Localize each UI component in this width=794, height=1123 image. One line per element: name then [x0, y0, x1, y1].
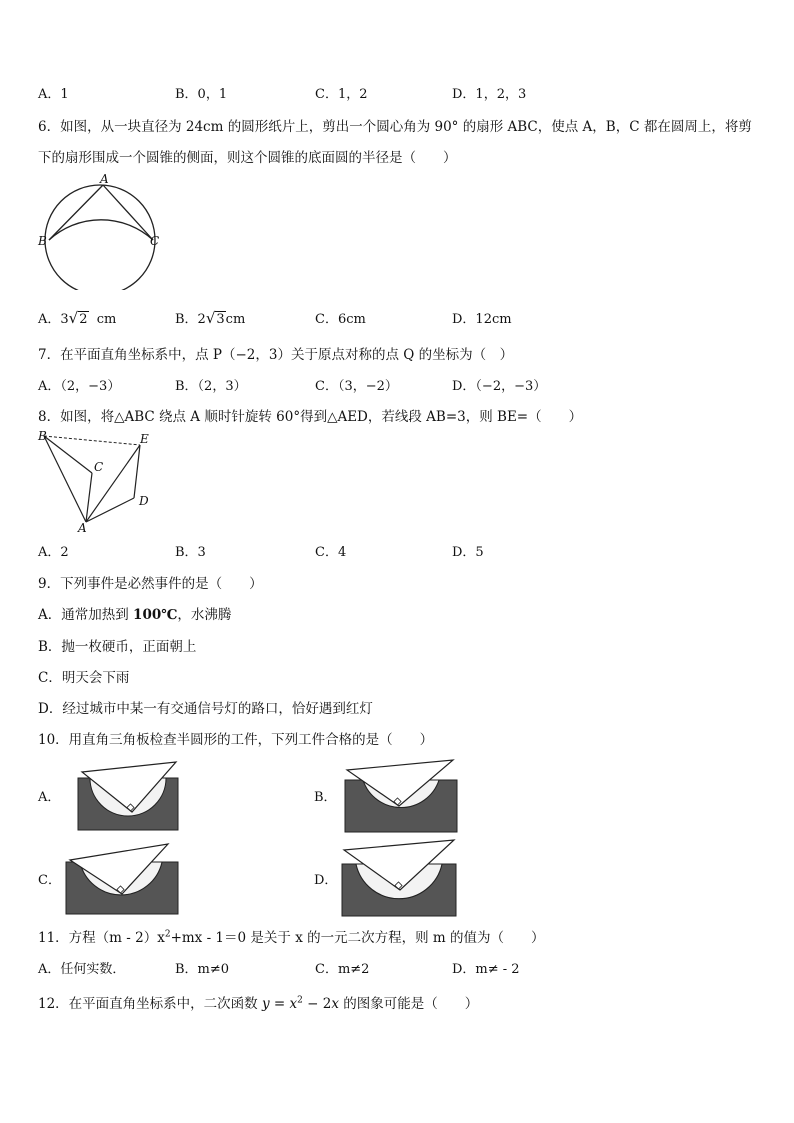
q5-option-a: A．1: [38, 87, 69, 102]
q6-label-c: C: [150, 234, 160, 248]
q6-option-a: A．3√2 cm: [38, 309, 117, 327]
q9-option-c: C．明天会下雨: [38, 670, 130, 686]
q9-option-d: D．经过城市中某一有交通信号灯的路口，恰好遇到红灯: [38, 701, 373, 717]
q10-workpiece-b: [343, 756, 459, 834]
q6-label-b: B: [38, 234, 47, 248]
q9-option-a: A．通常加热到 100℃，水沸腾: [38, 607, 232, 623]
q10-label-d: D．: [314, 873, 338, 888]
sqrt-symbol: √3: [205, 309, 225, 327]
q7-option-a: A．（2，−3）: [38, 379, 121, 394]
q8-option-c: C．4: [315, 545, 347, 560]
q8-stem: 8．如图，将△ABC 绕点 A 顺时针旋转 60°得到△AED，若线段 AB=3，则 BE=（ ）: [38, 409, 583, 425]
q8-option-d: D．5: [452, 545, 484, 560]
q6-option-d: D．12cm: [452, 312, 512, 327]
q6-stem-line2: 下的扇形围成一个圆锥的侧面，则这个圆锥的底面圆的半径是（ ）: [38, 150, 457, 166]
q6-stem-line1: 6．如图，从一块直径为 24cm 的圆形纸片上，剪出一个圆心角为 90° 的扇形 ABC，使点 A，B，C 都在圆周上，将剪: [38, 119, 752, 135]
q5-option-c: C．1，2: [315, 87, 368, 102]
q8-label-e: E: [140, 432, 149, 446]
q8-option-b: B．3: [175, 545, 206, 560]
q8-label-b: B: [38, 429, 47, 443]
q7-option-d: D．（−2，−3）: [452, 379, 547, 394]
q5-option-b: B．0，1: [175, 87, 228, 102]
q8-label-c: C: [94, 460, 104, 474]
q10-label-a: A．: [38, 790, 61, 805]
q11-option-a: A．任何实数．: [38, 962, 126, 977]
q10-label-b: B．: [314, 790, 337, 805]
q10-label-c: C．: [38, 873, 61, 888]
q9-stem: 9．下列事件是必然事件的是（ ）: [38, 576, 263, 592]
q6-circle-figure: [36, 170, 166, 290]
equation: $y = x^2 - 2x$: [261, 995, 339, 1012]
q10-workpiece-a: [76, 760, 180, 832]
q10-stem: 10．用直角三角板检查半圆形的工件，下列工件合格的是（ ）: [38, 732, 434, 748]
q11-option-d: D．m≠ - 2: [452, 962, 520, 977]
q6-label-a: A: [100, 172, 109, 186]
q8-option-a: A．2: [38, 545, 69, 560]
q12-stem: 12．在平面直角坐标系中，二次函数 $y = x^2 - 2x$ 的图象可能是（ ）: [38, 995, 479, 1012]
q7-option-c: C．（3，−2）: [315, 379, 398, 394]
q10-workpiece-d: [340, 838, 458, 918]
q11-stem: 11．方程$(m - 2)x^2+mx - 1=0$ 是关于 x 的一元二次方程，则 m 的值为（ ）: [38, 929, 545, 946]
sqrt-symbol: √2: [68, 309, 88, 327]
q9-option-b: B．抛一枚硬币，正面朝上: [38, 639, 197, 655]
q10-workpiece-c: [64, 840, 180, 916]
q6-option-b: B．2√3cm: [175, 309, 246, 327]
q7-option-b: B．（2，3）: [175, 379, 247, 394]
q8-label-d: D: [139, 494, 149, 508]
q7-stem: 7．在平面直角坐标系中，点 P（−2，3）关于原点对称的点 Q 的坐标为（ ）: [38, 347, 514, 363]
q11-option-c: C．m≠2: [315, 962, 370, 977]
q6-option-c: C．6cm: [315, 312, 366, 327]
q5-option-d: D．1，2，3: [452, 87, 527, 102]
q8-label-a: A: [78, 521, 87, 535]
q11-option-b: B．m≠0: [175, 962, 230, 977]
